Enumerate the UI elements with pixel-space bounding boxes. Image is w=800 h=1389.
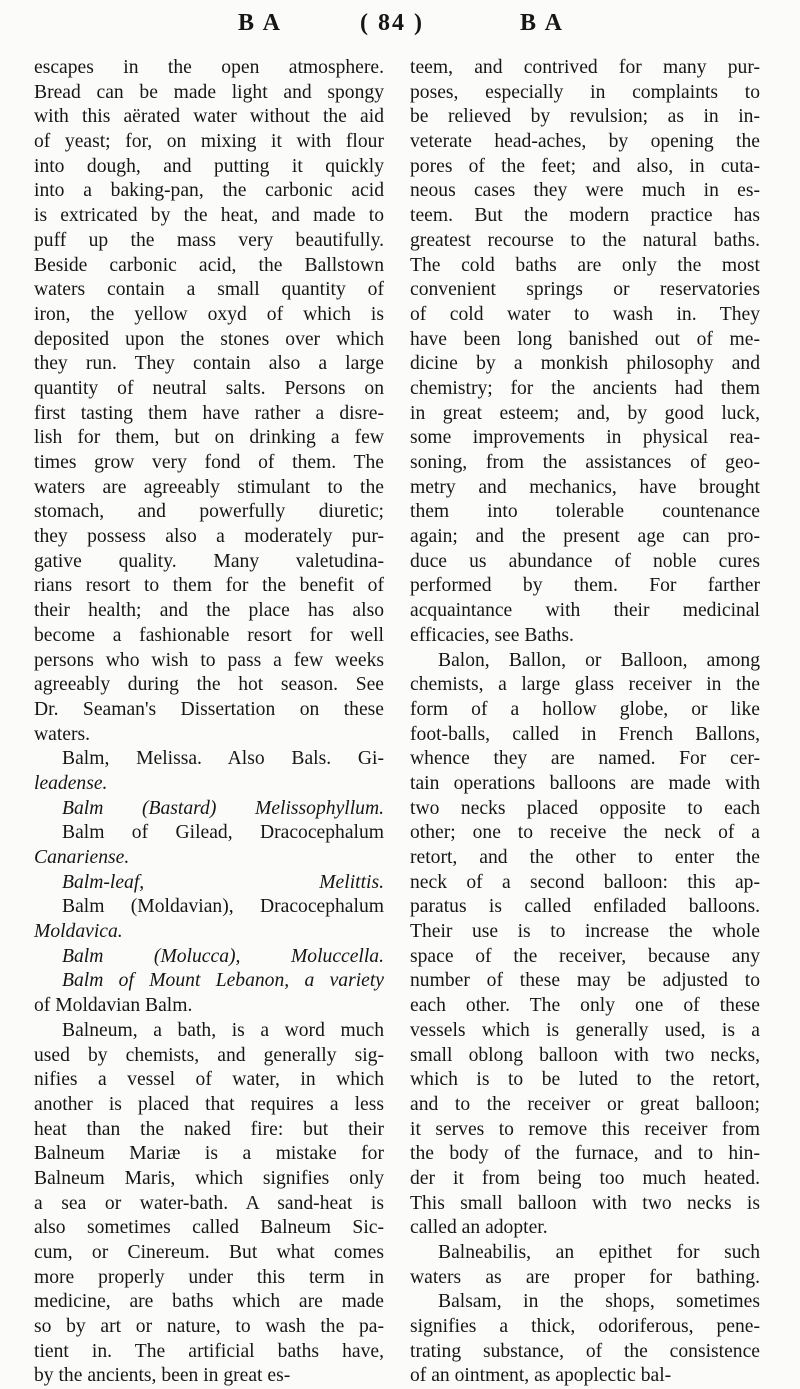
text-line: cum, or Cinereum. But what comes: [34, 1242, 384, 1263]
text-line: deposited upon the stones over which: [34, 328, 384, 350]
text-line: two necks placed opposite to each: [410, 797, 760, 819]
text-line: small oblong balloon with two necks,: [410, 1044, 760, 1066]
text-line: medicine, are baths which are made: [34, 1291, 384, 1313]
text-line: stomach, and powerfully diuretic;: [34, 501, 384, 523]
text-line: they run. They contain also a large: [34, 353, 384, 375]
text-line: some improvements in physical rea-: [410, 427, 760, 449]
text-line: tient in. The artificial baths have,: [34, 1340, 384, 1362]
text-line: also sometimes called Balneum Sic-: [34, 1217, 384, 1239]
text-line: more properly under this term in: [34, 1266, 384, 1288]
text-line: duce us abundance of noble cures: [410, 550, 760, 572]
text-line: by the ancients, been in great es-: [34, 1365, 291, 1387]
header-right-guide: B A: [520, 10, 565, 36]
text-line: paratus is called enfiladed balloons.: [410, 896, 760, 918]
text-line: retort, and the other to enter the: [410, 847, 760, 868]
text-line: them into tolerable countenance: [410, 501, 760, 523]
text-line: Balm (Moldavian), Dracocephalum: [62, 896, 384, 918]
text-line: Balm (Molucca), Moluccella.: [62, 945, 384, 967]
text-line: Balsam, in the shops, sometimes: [438, 1291, 760, 1313]
text-line: used by chemists, and generally sig-: [34, 1044, 384, 1066]
text-line: Balneum, a bath, is a word much: [62, 1019, 384, 1041]
text-line: Balm of Gilead, Dracocephalum: [62, 822, 384, 844]
text-line: pores of the feet; and also, in cuta-: [410, 155, 760, 177]
text-line: called an adopter.: [410, 1217, 548, 1239]
text-line: Balneum Mariæ is a mistake for: [34, 1143, 384, 1165]
text-line: waters are agreeably stimulant to the: [34, 476, 384, 498]
text-line: Balm, Melissa. Also Bals. Gi-: [62, 748, 384, 770]
text-line: lish for them, but on drinking a few: [34, 427, 384, 449]
text-line: leadense.: [34, 772, 108, 794]
text-line: gative quality. Many valetudina-: [34, 550, 384, 572]
text-line: Their use is to increase the whole: [410, 921, 760, 943]
text-line: neck of a second balloon: this ap-: [410, 871, 760, 893]
text-line: have been long banished out of me-: [410, 328, 760, 350]
text-line: nifies a vessel of water, in which: [34, 1069, 384, 1091]
text-line: The cold baths are only the most: [410, 254, 760, 276]
text-line: quantity of neutral salts. Persons on: [34, 377, 384, 399]
text-line: their health; and the place has also: [34, 600, 384, 622]
text-line: waters as are proper for bathing.: [410, 1266, 760, 1288]
text-line: again; and the present age can pro-: [410, 526, 760, 548]
text-line: convenient springs or reservatories: [410, 279, 760, 301]
text-line: foot-balls, called in French Ballons,: [410, 723, 760, 745]
text-line: become a fashionable resort for well: [34, 624, 384, 646]
text-line: poses, especially in complaints to: [410, 81, 760, 103]
text-line: of yeast; for, on mixing it with flour: [34, 131, 384, 153]
text-line: Bread can be made light and spongy: [34, 81, 384, 103]
text-line: acquaintance with their medicinal: [410, 600, 760, 622]
text-line: tain operations balloons are made with: [410, 772, 760, 794]
text-line: puff up the mass very beautifully.: [34, 229, 384, 251]
text-line: into dough, and putting it quickly: [34, 155, 384, 177]
text-line: Balm (Bastard) Melissophyllum.: [62, 797, 384, 819]
text-line: waters.: [34, 723, 91, 745]
text-line: greatest recourse to the natural baths.: [410, 229, 760, 251]
text-line: other; one to receive the neck of a: [410, 822, 760, 844]
text-line: whence they are named. For cer-: [410, 748, 760, 770]
text-line: agreeably during the hot season. See: [34, 674, 384, 696]
text-line: Moldavica.: [34, 921, 123, 943]
text-line: is extricated by the heat, and made to: [34, 205, 384, 227]
text-line: chemists, a large glass receiver in the: [410, 674, 760, 696]
text-line: Beside carbonic acid, the Ballstown: [34, 254, 384, 276]
text-line: so by art or nature, to wash the pa-: [34, 1316, 384, 1338]
text-line: veterate head-aches, by opening the: [410, 131, 760, 153]
page-number: ( 84 ): [360, 10, 424, 36]
text-line: form of a hollow globe, or like: [410, 698, 760, 720]
text-line: times grow very fond of them. The: [34, 452, 384, 473]
text-line: signifies a thick, odoriferous, pene-: [410, 1316, 760, 1338]
text-line: rians resort to them for the benefit of: [34, 575, 384, 597]
text-line: persons who wish to pass a few weeks: [34, 649, 384, 671]
text-line: Canariense.: [34, 847, 130, 868]
text-line: trating substance, of the consistence: [410, 1340, 760, 1362]
text-line: waters contain a small quantity of: [34, 279, 384, 301]
text-line: heat than the naked fire: but their: [34, 1118, 384, 1140]
left-column: [34, 56, 384, 1389]
text-line: der it from being too much heated.: [410, 1167, 760, 1189]
text-line: Balm of Mount Lebanon, a variety: [62, 970, 384, 992]
right-column: [410, 56, 760, 1389]
text-line: teem, and contrived for many pur-: [410, 57, 760, 78]
text-line: it serves to remove this receiver from: [410, 1118, 760, 1140]
text-line: metry and mechanics, have brought: [410, 476, 760, 498]
text-line: number of these may be adjusted to: [410, 970, 760, 992]
text-line: teem. But the modern practice has: [410, 205, 760, 227]
text-line: another is placed that requires a less: [34, 1093, 384, 1115]
text-line: performed by them. For farther: [410, 575, 760, 597]
text-line: the body of the furnace, and to hin-: [410, 1143, 760, 1165]
header-left-guide: B A: [238, 10, 283, 36]
text-line: Balneum Maris, which signifies only: [34, 1167, 384, 1189]
text-line: Balneabilis, an epithet for such: [438, 1242, 760, 1263]
text-line: with this aërated water without the aid: [34, 106, 384, 128]
text-line: of an ointment, as apoplectic bal-: [410, 1365, 672, 1387]
text-line: of cold water to wash in. They: [410, 303, 760, 325]
text-line: be relieved by revulsion; as in in-: [410, 106, 760, 128]
text-line: Balm-leaf, Melittis.: [62, 871, 384, 893]
text-line: into a baking-pan, the carbonic acid: [34, 180, 384, 202]
text-line: a sea or water-bath. A sand-heat is: [34, 1192, 384, 1214]
text-line: they possess also a moderately pur-: [34, 526, 384, 548]
text-line: Dr. Seaman's Dissertation on these: [34, 698, 384, 720]
text-line: iron, the yellow oxyd of which is: [34, 303, 384, 325]
text-line: escapes in the open atmosphere.: [34, 57, 384, 78]
text-line: and to the receiver or great balloon;: [410, 1093, 760, 1115]
text-line: dicine by a monkish philosophy and: [410, 353, 760, 375]
text-line: soning, from the assistances of geo-: [410, 452, 760, 473]
text-line: which is to be luted to the retort,: [410, 1069, 760, 1091]
text-line: of Moldavian Balm.: [34, 995, 193, 1017]
running-header: [0, 10, 800, 42]
text-line: Balon, Ballon, or Balloon, among: [438, 649, 760, 671]
text-line: neous cases they were much in es-: [410, 180, 760, 202]
text-line: first tasting them have rather a disre-: [34, 402, 384, 424]
text-line: vessels which is generally used, is a: [410, 1019, 760, 1041]
text-line: chemistry; for the ancients had them: [410, 377, 760, 399]
text-line: This small balloon with two necks is: [410, 1192, 760, 1214]
text-line: efficacies, see Baths.: [410, 624, 574, 646]
text-line: each other. The only one of these: [410, 995, 760, 1017]
text-line: in great esteem; and, by good luck,: [410, 402, 760, 424]
text-line: space of the receiver, because any: [410, 945, 760, 967]
